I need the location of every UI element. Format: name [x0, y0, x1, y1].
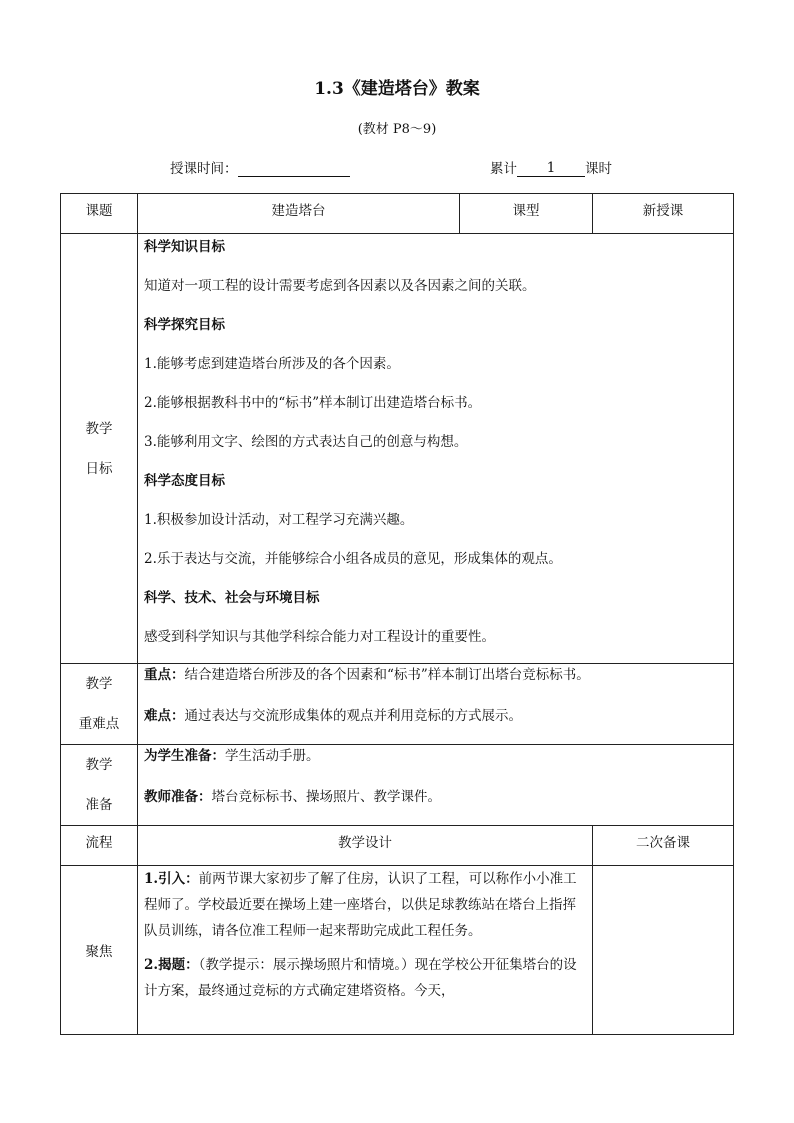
document-title: 1.3《建造塔台》教案: [314, 79, 480, 99]
sts-goal-text: 感受到科学知识与其他学科综合能力对工程设计的重要性。: [144, 629, 495, 645]
total-value: 1: [517, 160, 585, 177]
process-header: 流程: [85, 835, 113, 851]
second-prep-header: 二次备课: [636, 835, 690, 851]
key-points-label-cell: [61, 664, 138, 745]
knowledge-goal-title: 科学知识目标: [144, 239, 225, 255]
key-points-label-line1: 教学: [85, 676, 113, 692]
design-header-cell: [138, 826, 593, 866]
focus-label: 聚焦: [85, 944, 113, 960]
lesson-time-blank: [238, 160, 350, 177]
prep-label-cell: [61, 745, 138, 826]
document-subtitle: (教材 P8～9): [357, 122, 437, 137]
intro-paragraph: [144, 866, 584, 944]
inquiry-goal-3: 3.能够利用文字、绘图的方式表达自己的创意与构想。: [144, 434, 468, 450]
focus-row: [61, 866, 734, 1035]
teacher-prep: [144, 776, 725, 817]
key-point: [144, 666, 725, 695]
key-points-content: [138, 664, 734, 745]
attitude-goal-title: 科学态度目标: [144, 473, 225, 489]
knowledge-goal-text: 知道对一项工程的设计需要考虑到各因素以及各因素之间的关联。: [144, 278, 536, 294]
topic-reveal-text: （教学提示：展示操场照片和情境。）现在学校公开征集塔台的设计方案，最终通过竞标的方式确定建塔资格。今天，: [144, 957, 577, 999]
key-point-label: 重点：: [144, 667, 185, 683]
second-prep-header-cell: [593, 826, 734, 866]
student-prep-label: 为学生准备：: [144, 748, 225, 764]
intro-text: 前两节课大家初步了解了住房，认识了工程，可以称作小小准工程师了。学校最近要在操场上建一座塔台，以供足球教练站在塔台上指挥队员训练，请各位准工程师一起来帮助完成此工程任务。: [144, 871, 577, 939]
lesson-time-label: 授课时间：: [170, 161, 238, 177]
prep-content: [138, 745, 734, 826]
total-unit: 课时: [585, 161, 612, 177]
prep-row: [61, 745, 734, 826]
lesson-plan-table: [60, 193, 734, 1035]
goals-label-cell: [61, 234, 138, 664]
prep-label-line2: 准备: [85, 797, 113, 813]
teacher-prep-label: 教师准备：: [144, 789, 212, 805]
type-label-cell: [460, 194, 593, 234]
process-header-cell: [61, 826, 138, 866]
total-label: 累计: [490, 161, 517, 177]
topic-label-cell: [61, 194, 138, 234]
student-prep: [144, 747, 725, 776]
topic-value-cell: [138, 194, 460, 234]
difficult-point-label: 难点：: [144, 708, 185, 724]
flow-header-row: [61, 826, 734, 866]
inquiry-goal-1: 1.能够考虑到建造塔台所涉及的各个因素。: [144, 356, 400, 372]
student-prep-text: 学生活动手册。: [225, 748, 320, 764]
goals-label-line2: 日标: [85, 460, 113, 477]
teacher-prep-text: 塔台竞标标书、操场照片、教学课件。: [211, 789, 441, 805]
design-header: 教学设计: [338, 835, 392, 851]
type-value-cell: [593, 194, 734, 234]
lesson-total: [490, 157, 612, 177]
goals-row: [61, 234, 734, 664]
topic-row: [61, 194, 734, 234]
difficult-point-text: 通过表达与交流形成集体的观点并利用竞标的方式展示。: [184, 708, 522, 724]
key-points-row: [61, 664, 734, 745]
key-point-text: 结合建造塔台所涉及的各个因素和“标书”样本制订出塔台竞标标书。: [184, 667, 590, 683]
sts-goal-title: 科学、技术、社会与环境目标: [144, 590, 320, 606]
difficult-point: [144, 695, 725, 736]
key-points-label-line2: 重难点: [78, 716, 120, 732]
inquiry-goal-title: 科学探究目标: [144, 317, 225, 333]
focus-content: [138, 866, 593, 1035]
lesson-time: [170, 157, 350, 177]
goals-content: [138, 234, 734, 664]
type-label: 课型: [512, 203, 540, 219]
second-prep-cell: [593, 866, 734, 1035]
type-value: 新授课: [642, 203, 684, 219]
attitude-goal-2: 2.乐于表达与交流，并能够综合小组各成员的意见，形成集体的观点。: [144, 551, 562, 567]
topic-value: 建造塔台: [271, 203, 326, 219]
inquiry-goal-2: 2.能够根据教科书中的“标书”样本制订出建造塔台标书。: [144, 395, 482, 411]
topic-reveal-label: 2.揭题：: [144, 957, 199, 973]
intro-label: 1.引入：: [144, 871, 199, 887]
focus-label-cell: [61, 866, 138, 1035]
topic-label: 课题: [85, 203, 113, 219]
prep-label-line1: 教学: [85, 757, 113, 773]
attitude-goal-1: 1.积极参加设计活动，对工程学习充满兴趣。: [144, 512, 414, 528]
topic-reveal-paragraph: [144, 944, 584, 1004]
goals-label-line1: 教学: [85, 420, 113, 437]
